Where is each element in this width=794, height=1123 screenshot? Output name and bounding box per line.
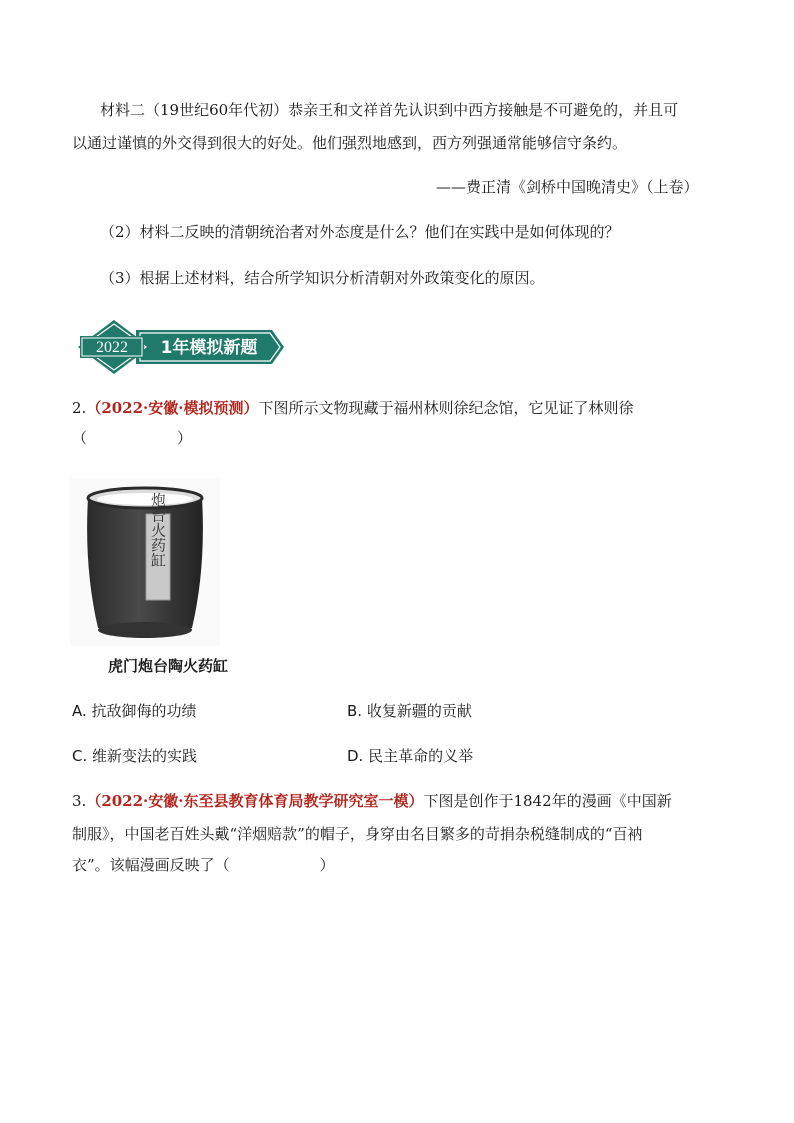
option-b[interactable]: B. 收复新疆的贡献 bbox=[347, 702, 472, 720]
question-3: （3）根据上述材料，结合所学知识分析清朝对外政策变化的原因。 bbox=[100, 269, 545, 287]
problem3-line1 bbox=[72, 791, 672, 811]
problem3-text1: 下图是创作于1842年的漫画《中国新 bbox=[423, 792, 672, 810]
material2-line1: 材料二（19世纪60年代初）恭亲王和文祥首先认识到中西方接触是不可避免的，并且可 bbox=[100, 101, 679, 119]
option-d[interactable]: D. 民主革命的义举 bbox=[347, 747, 474, 765]
problem3-number: 3. bbox=[72, 792, 87, 810]
material2-citation: ——费正清《剑桥中国晚清史》（上卷） bbox=[436, 178, 699, 196]
problem3-line2: 制服》，中国老百姓头戴“洋烟赔款”的帽子，身穿由名目繁多的苛捐杂税缝制成的“百衲 bbox=[72, 825, 643, 843]
problem2-answer-blank: （ ） bbox=[72, 429, 193, 447]
gunpowder-jar-image bbox=[70, 478, 220, 646]
problem2-source: （2022·安徽·模拟预测） bbox=[86, 399, 259, 417]
banner-year: 2022 bbox=[96, 339, 128, 356]
problem3-source: （2022·安徽·东至县教育体育局教学研究室一模） bbox=[86, 792, 424, 810]
problem2-line1 bbox=[72, 398, 634, 418]
option-c[interactable]: C. 维新变法的实践 bbox=[72, 747, 198, 765]
problem2-text: 下图所示文物现藏于福州林则徐纪念馆，它见证了林则徐 bbox=[258, 399, 634, 417]
option-a[interactable]: A. 抗敌御侮的功绩 bbox=[72, 702, 197, 720]
banner-graphic bbox=[76, 318, 286, 376]
banner-title: 1年模拟新题 bbox=[160, 338, 258, 358]
material2-line2: 以通过谨慎的外交得到很大的好处。他们强烈地感到，西方列强通常能够信守条约。 bbox=[72, 134, 628, 152]
problem2-number: 2. bbox=[72, 399, 87, 417]
question-2: （2）材料二反映的清朝统治者对外态度是什么？他们在实践中是如何体现的？ bbox=[100, 223, 620, 241]
jar-label: 炮台火药缸 bbox=[149, 492, 167, 568]
jar-caption: 虎门炮台陶火药缸 bbox=[108, 657, 229, 675]
problem3-line3: 衣”。该幅漫画反映了（ ） bbox=[72, 856, 335, 874]
section-banner bbox=[76, 318, 286, 376]
